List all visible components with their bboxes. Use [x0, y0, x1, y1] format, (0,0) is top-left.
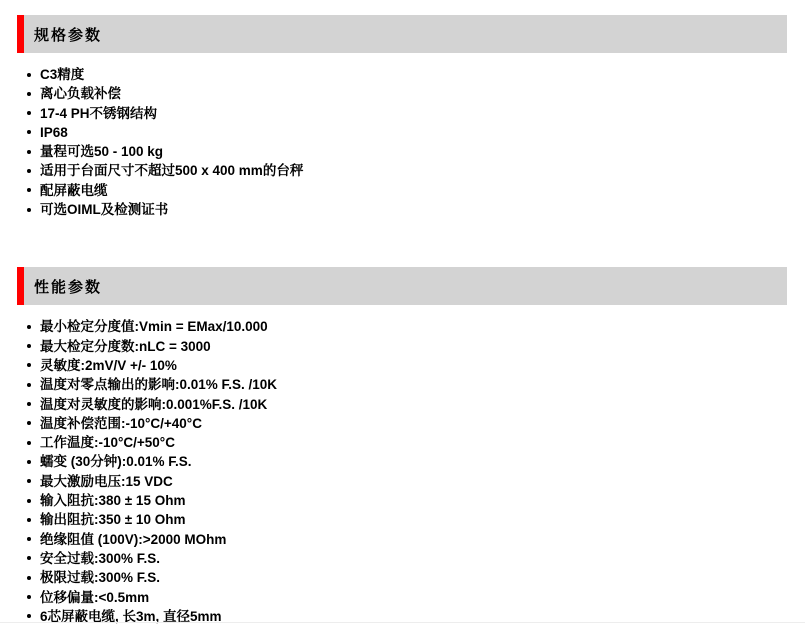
- list-item: 极限过载:300% F.S.: [27, 568, 787, 587]
- list-item: 离心负载补偿: [27, 84, 787, 103]
- list-item: 工作温度:-10°C/+50°C: [27, 433, 787, 452]
- list-item: 最大激励电压:15 VDC: [27, 472, 787, 491]
- list-item: 蠕变 (30分钟):0.01% F.S.: [27, 452, 787, 471]
- section-specifications: [17, 15, 787, 219]
- list-item: 位移偏量:<0.5mm: [27, 588, 787, 607]
- list-item: 输入阻抗:380 ± 15 Ohm: [27, 491, 787, 510]
- list-item: 温度补偿范围:-10°C/+40°C: [27, 414, 787, 433]
- list-item: IP68: [27, 123, 787, 142]
- list-item: 6芯屏蔽电缆, 长3m, 直径5mm: [27, 607, 787, 626]
- red-accent-bar: [17, 267, 24, 305]
- section-header-performance: [17, 267, 787, 305]
- list-item: 最大检定分度数:nLC = 3000: [27, 337, 787, 356]
- list-item: 输出阻抗:350 ± 10 Ohm: [27, 510, 787, 529]
- list-item: 量程可选50 - 100 kg: [27, 142, 787, 161]
- section-performance: [17, 267, 787, 626]
- list-item: 配屏蔽电缆: [27, 181, 787, 200]
- list-item: 适用于台面尺寸不超过500 x 400 mm的台秤: [27, 161, 787, 180]
- specifications-list: [17, 65, 787, 219]
- performance-list: [17, 317, 787, 626]
- list-item: 安全过载:300% F.S.: [27, 549, 787, 568]
- list-item: 可选OIML及检测证书: [27, 200, 787, 219]
- bottom-divider: [0, 622, 805, 623]
- section-title-specifications: 规格参数: [34, 26, 103, 44]
- section-header-specifications: [17, 15, 787, 53]
- list-item: 灵敏度:2mV/V +/- 10%: [27, 356, 787, 375]
- list-item: 绝缘阻值 (100V):>2000 MOhm: [27, 530, 787, 549]
- list-item: 温度对零点输出的影响:0.01% F.S. /10K: [27, 375, 787, 394]
- list-item: 17-4 PH不锈钢结构: [27, 104, 787, 123]
- list-item: 温度对灵敏度的影响:0.001%F.S. /10K: [27, 395, 787, 414]
- section-title-performance: 性能参数: [34, 278, 103, 296]
- red-accent-bar: [17, 15, 24, 53]
- list-item: C3精度: [27, 65, 787, 84]
- list-item: 最小检定分度值:Vmin = EMax/10.000: [27, 317, 787, 336]
